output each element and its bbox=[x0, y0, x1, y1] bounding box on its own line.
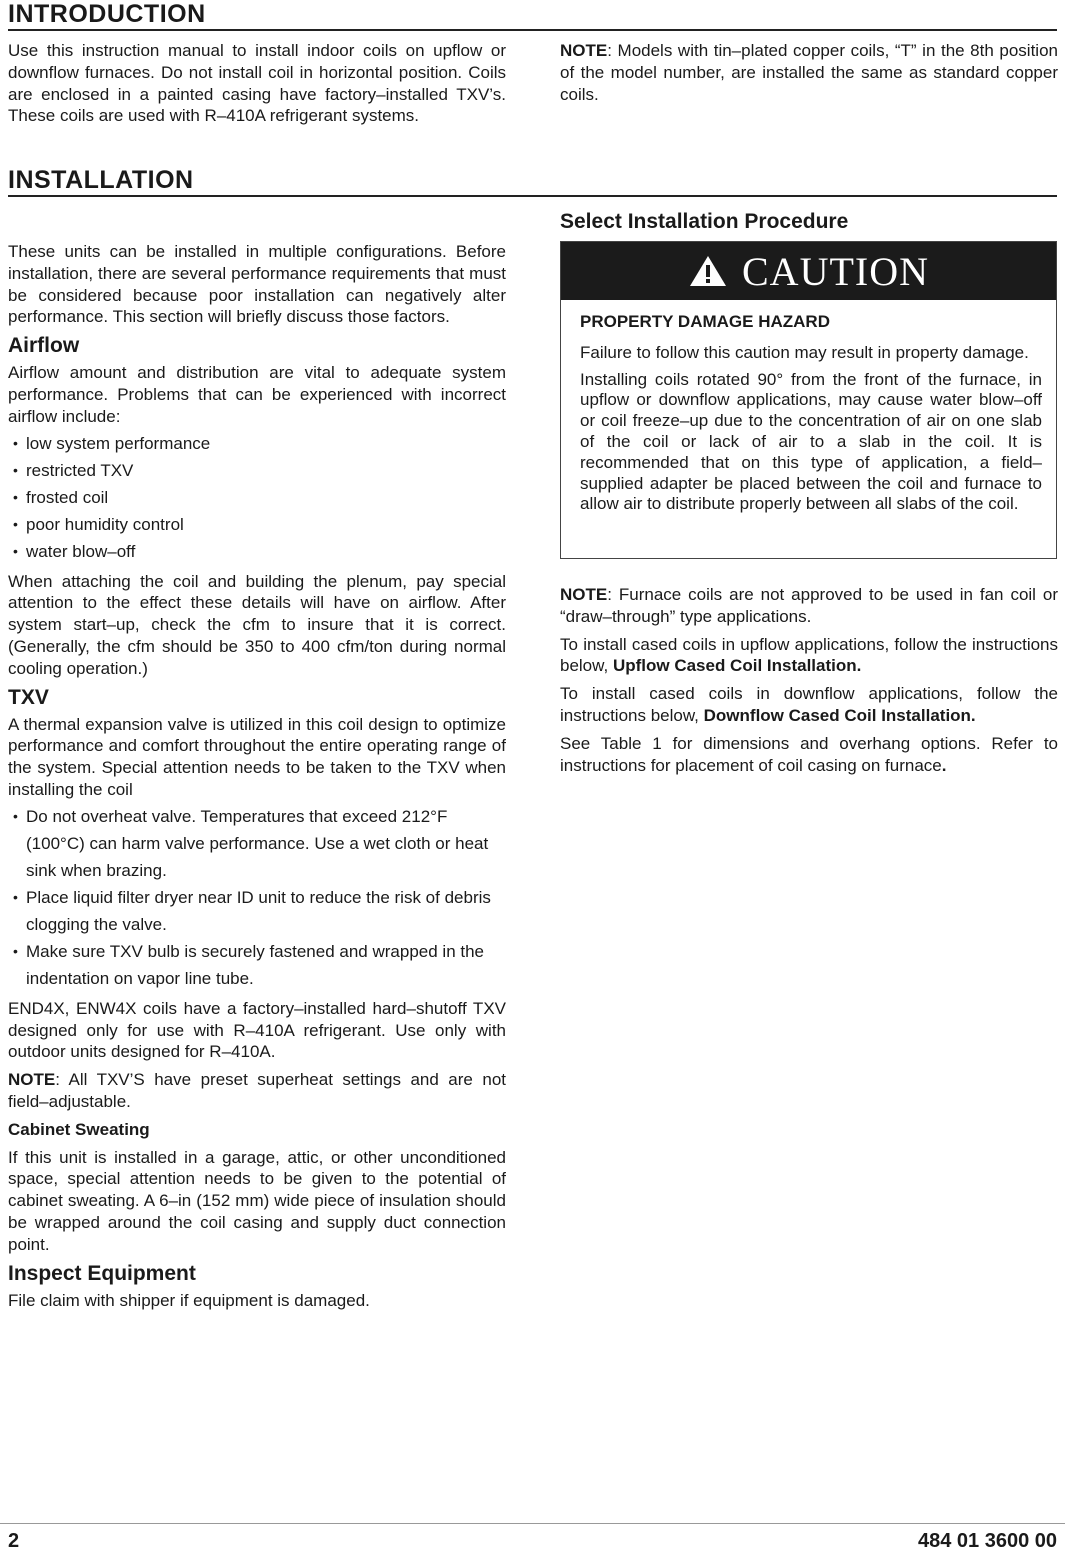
airflow-paragraph-2: When attaching the coil and building the plenum, pay special attention to the effect these details will have on airflow. After system start–up, check the cfm to insure that it is correct. (Generally, the cfm should be 350 to 400 cfm/ton during normal cooling operation.) bbox=[8, 571, 506, 678]
list-item: • Place liquid filter dryer near ID unit to reduce the risk of debris clogging the valve. bbox=[8, 884, 506, 938]
select-procedure-column bbox=[560, 584, 1058, 782]
inspect-equipment-paragraph: File claim with shipper if equipment is damaged. bbox=[8, 1290, 370, 1310]
upflow-paragraph bbox=[560, 634, 1058, 678]
document-number: 484 01 3600 00 bbox=[917, 1530, 1057, 1552]
hazard-title: PROPERTY DAMAGE HAZARD bbox=[580, 312, 830, 331]
caution-paragraph-2: Installing coils rotated 90° from the front of the furnace, in upflow or downflow applications, may cause water blow–off or coil freeze–up due to the concentration of air on one slab of the coil or lack of air to a slab in the coil. It is recommended that on this type of application, a field–supplied adapter be placed between the coil and furnace to allow air to distribute properly between all slabs of the coil. bbox=[580, 369, 1042, 514]
table-reference-end: . bbox=[941, 755, 947, 775]
select-note bbox=[560, 584, 1058, 628]
cabinet-sweating-paragraph: If this unit is installed in a garage, attic, or other unconditioned space, special attention needs to be given to the potential of cabinet sweating. A 6–in (152 mm) wide piece of insulation should be wrapped around the coil casing and supply duct connection point. bbox=[8, 1147, 506, 1254]
installation-heading: INSTALLATION bbox=[8, 166, 1057, 197]
txv-bullet-list bbox=[8, 803, 506, 992]
installation-column-left bbox=[8, 241, 506, 1317]
installation-intro-paragraph: These units can be installed in multiple configurations. Before installation, there are several performance requirements that must be considered because poor installation can negatively alter performance. This section will briefly discuss those factors. bbox=[8, 242, 506, 327]
cabinet-sweating-heading: Cabinet Sweating bbox=[8, 1119, 150, 1139]
note-label: NOTE bbox=[560, 585, 608, 604]
note-label: NOTE bbox=[8, 1070, 56, 1090]
intro-paragraph: Use this instruction manual to install indoor coils on upflow or downflow furnaces. Do not install coil in horizontal position. Coils are enclosed in a painted casing have factory–installed TXV’s. These coils are used with R–410A refrigerant systems. bbox=[8, 41, 506, 126]
select-procedure-heading: Select Installation Procedure bbox=[560, 210, 849, 233]
upflow-text: To install cased coils in upflow applications, follow the instructions below, bbox=[560, 634, 1058, 676]
caution-title: CAUTION bbox=[742, 248, 929, 294]
intro-note bbox=[560, 40, 1058, 105]
airflow-bullet-list bbox=[8, 430, 506, 565]
downflow-text: To install cased coils in downflow applications, follow the instructions below, bbox=[560, 684, 1058, 725]
table-reference-paragraph bbox=[560, 733, 1058, 777]
warning-triangle-icon bbox=[688, 254, 728, 288]
list-item: • frosted coil bbox=[8, 484, 506, 511]
list-item: • poor humidity control bbox=[8, 511, 506, 538]
intro-column-right bbox=[560, 40, 1058, 111]
txv-paragraph-1: A thermal expansion valve is utilized in this coil design to optimize performance and comfort throughout the entire operating range of the system. Special attention needs to be taken to the TXV when installing the coil bbox=[8, 714, 506, 799]
introduction-heading: INTRODUCTION bbox=[8, 0, 1057, 31]
intro-column-left bbox=[8, 40, 506, 133]
downflow-paragraph bbox=[560, 683, 1058, 727]
select-procedure-heading-wrap bbox=[560, 208, 1058, 238]
caution-banner bbox=[561, 242, 1056, 300]
list-item: • Make sure TXV bulb is securely fastened and wrapped in the indentation on vapor line tube. bbox=[8, 938, 506, 992]
list-item: • Do not overheat valve. Temperatures that exceed 212°F (100°C) can harm valve performance. Use a wet cloth or heat sink when brazing. bbox=[8, 803, 506, 884]
page-number: 2 bbox=[8, 1530, 20, 1552]
upflow-link-text: Upflow Cased Coil Installation. bbox=[612, 656, 862, 676]
table-reference-text: See Table 1 for dimensions and overhang options. Refer to instructions for placement of coil casing on furnace bbox=[560, 733, 1058, 775]
inspect-equipment-heading: Inspect Equipment bbox=[8, 1261, 196, 1285]
note-label: NOTE bbox=[560, 41, 608, 60]
downflow-link-text: Downflow Cased Coil Installation. bbox=[703, 705, 976, 725]
txv-heading: TXV bbox=[8, 685, 49, 709]
txv-paragraph-2: END4X, ENW4X coils have a factory–installed hard–shutoff TXV designed only for use with R–410A refrigerant. Use only with outdoor units designed for R–410A. bbox=[8, 998, 506, 1062]
list-item: • restricted TXV bbox=[8, 457, 506, 484]
select-note-text: : Furnace coils are not approved to be used in fan coil or “draw–through” type applications. bbox=[560, 585, 1058, 626]
list-item: • water blow–off bbox=[8, 538, 506, 565]
list-item: • low system performance bbox=[8, 430, 506, 457]
txv-note-text: : All TXV’S have preset superheat settings and are not field–adjustable. bbox=[8, 1070, 506, 1111]
caution-body bbox=[561, 300, 1056, 515]
caution-paragraph-1: Failure to follow this caution may result in property damage. bbox=[580, 342, 1029, 362]
airflow-heading: Airflow bbox=[8, 334, 80, 358]
txv-note bbox=[8, 1069, 506, 1113]
intro-note-text: : Models with tin–plated copper coils, “T” in the 8th position of the model number, are installed the same as standard copper coils. bbox=[560, 41, 1058, 104]
airflow-paragraph-1: Airflow amount and distribution are vital to adequate system performance. Problems that can be experienced with incorrect airflow include: bbox=[8, 363, 506, 426]
footer-divider bbox=[0, 1523, 1065, 1524]
caution-box bbox=[560, 241, 1057, 559]
